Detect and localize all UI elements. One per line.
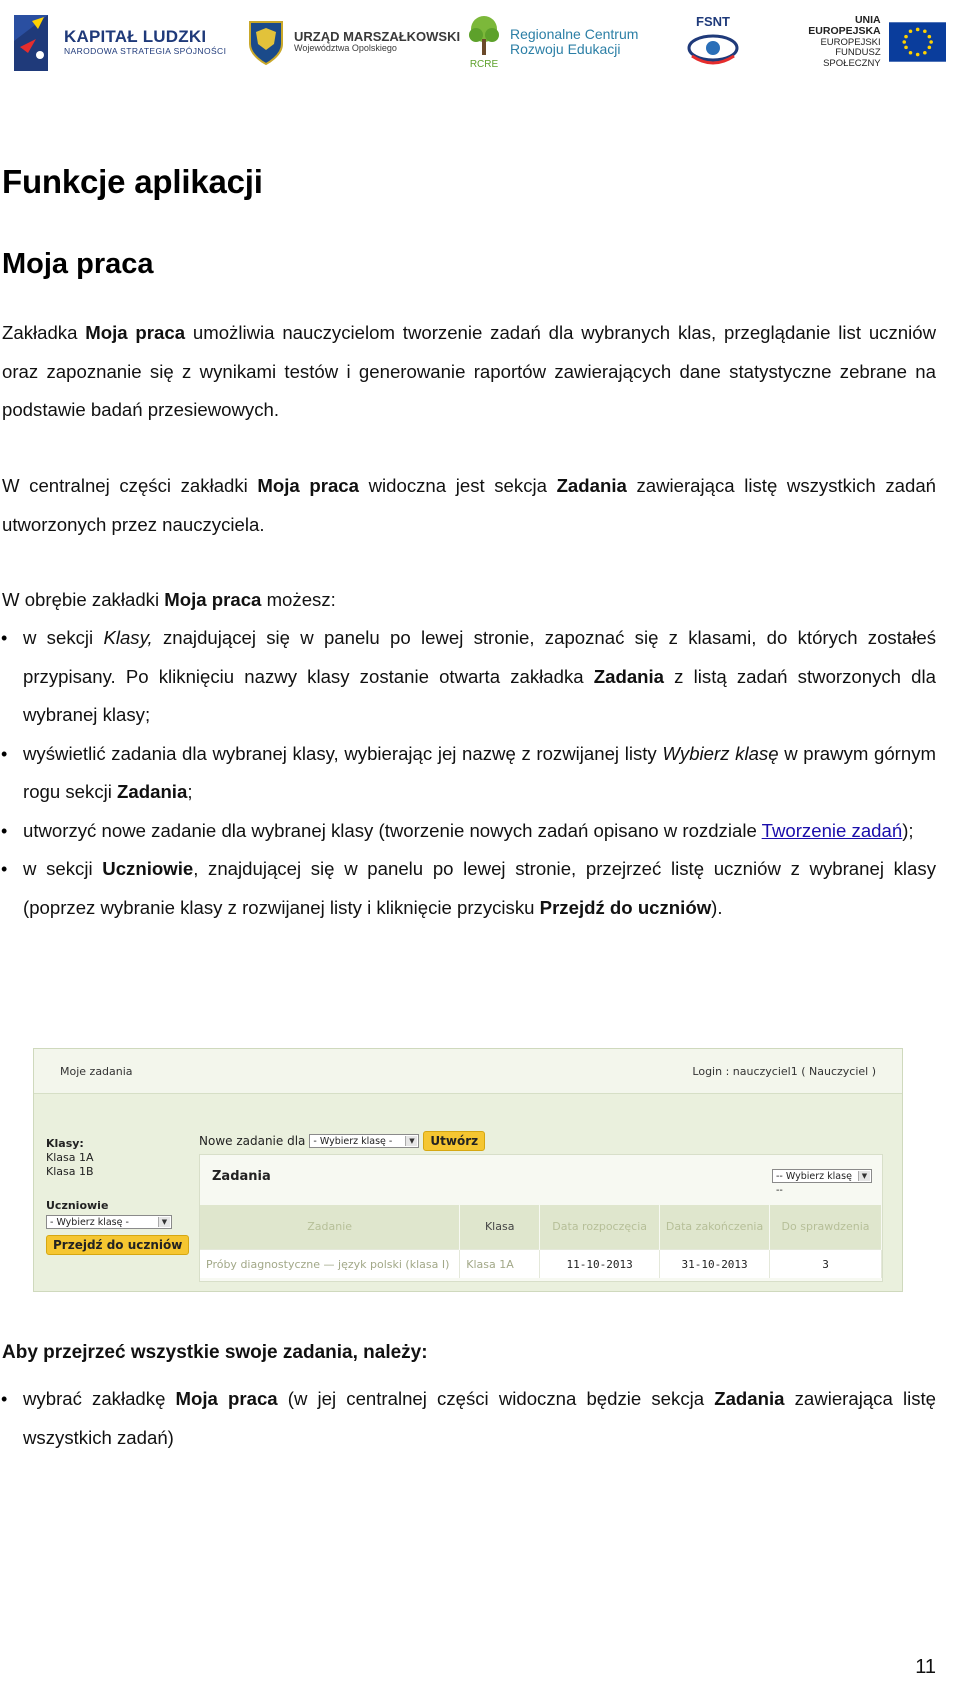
cell-data-zakonczenia: 31-10-2013 [660,1250,770,1279]
zadania-panel-title: Zadania [212,1169,271,1184]
filter-class-select[interactable]: -- Wybierz klasę -- ▼ [772,1169,872,1183]
list-item: • wyświetlić zadania dla wybranej klasy, wybierając jej nazwę z rozwijanej listy Wybierz klasę w prawym górnym rogu sekcji Zadania; [0,735,936,812]
klasy-label: Klasy: [46,1137,84,1150]
uczniowie-label: Uczniowie [46,1199,109,1212]
col-zadanie[interactable]: Zadanie [200,1205,460,1250]
howto-heading: Aby przejrzeć wszystkie swoje zadania, należy: [2,1342,428,1363]
new-task-bar [199,1131,485,1151]
table-row[interactable] [200,1250,882,1279]
app-screenshot [33,1048,903,1292]
tasks-table [200,1205,882,1278]
col-data-rozpoczecia[interactable]: Data rozpoczęcia [540,1205,660,1250]
sidebar-item-klasa-1a[interactable]: Klasa 1A [46,1151,94,1164]
rcre-logo [466,8,638,76]
new-task-label: Nowe zadanie dla [199,1134,306,1148]
rcre-line1: Regionalne Centrum [510,25,639,42]
page-number: 11 [915,1656,936,1678]
kapital-ludzki-emblem-icon [14,11,54,73]
paragraph-intro: Zakładka Moja praca umożliwia nauczycielom tworzenie zadań dla wybranych klas, przeglądanie list uczniów oraz zapoznanie się z wynikami testów i generowanie raportów zawierających dane statystyczne zebrane na podstawie badań przesiewowych. [2,322,937,420]
rcre-line2: Rozwoju Edukacji [510,41,621,57]
opolskie-coat-of-arms-icon [246,18,286,66]
tab-moje-zadania[interactable]: Moje zadania [60,1065,133,1078]
list-item: • utworzyć nowe zadanie dla wybranej klasy (tworzenie nowych zadań opisano w rozdziale Tworzenie zadań); [0,812,936,851]
kapital-ludzki-subtitle: NARODOWA STRATEGIA SPÓJNOŚCI [64,45,227,56]
urzad-subtitle: Województwa Opolskiego [294,43,397,54]
fsnt-logo [682,8,744,76]
cell-klasa: Klasa 1A [460,1250,540,1279]
rcre-short: RCRE [469,59,499,70]
cell-do-sprawdzenia: 3 [770,1250,882,1279]
urzad-marszalkowski-logo [246,8,460,76]
fsnt-eye-icon [682,12,744,72]
ue-line1: UNIA EUROPEJSKA [808,13,881,38]
list-item: • w sekcji Uczniowie, znajdującej się w panelu po lewej stronie, przejrzeć listę uczniów z wybranej klasy (poprzez wybranie klasy z rozwijanej listy i kliknięcie przycisku Przejdź do uczniów). [0,850,936,927]
eu-logo [786,8,946,76]
table-header-row [200,1205,882,1250]
eu-flag-icon [889,20,946,64]
col-do-sprawdzenia[interactable]: Do sprawdzenia [770,1205,882,1250]
capabilities-list [0,619,936,927]
section-title: Moja praca [2,248,154,280]
app-sidebar [46,1137,196,1255]
new-task-class-select[interactable]: - Wybierz klasę - ▼ [309,1134,419,1148]
logo-header [14,8,946,76]
kapital-ludzki-title: KAPITAŁ LUDZKI [64,26,207,46]
list-item: • wybrać zakładkę Moja praca (w jej centralnej części widoczna będzie sekcja Zadania zawierająca listę wszystkich zadań) [0,1380,936,1457]
tree-icon [466,13,502,71]
przejdz-do-uczniow-button[interactable]: Przejdź do uczniów [46,1235,189,1255]
login-info: Login : nauczyciel1 ( Nauczyciel ) [692,1065,876,1078]
chevron-down-icon: ▼ [858,1171,870,1181]
fsnt-short: FSNT [696,14,730,29]
ue-line3: FUNDUSZ SPOŁECZNY [823,47,881,69]
kapital-ludzki-logo [14,8,226,76]
zadania-panel [199,1154,883,1282]
paragraph-central-section: W centralnej części zakładki Moja praca widoczna jest sekcja Zadania zawierająca listę wszystkich zadań utworzonych przez nauczyciela. [2,475,937,535]
tworzenie-zadan-link[interactable]: Tworzenie zadań [761,819,903,841]
paragraph-capabilities-intro: W obrębie zakładki Moja praca możesz: [2,589,336,610]
chevron-down-icon: ▼ [158,1217,170,1227]
howto-list [0,1380,936,1457]
page-title: Funkcje aplikacji [2,163,263,200]
col-klasa[interactable]: Klasa [460,1205,540,1250]
sidebar-item-klasa-1b[interactable]: Klasa 1B [46,1165,94,1178]
cell-data-rozpoczecia: 11-10-2013 [540,1250,660,1279]
chevron-down-icon: ▼ [405,1136,417,1146]
utworz-button[interactable]: Utwórz [423,1131,485,1151]
list-item: • w sekcji Klasy, znajdującej się w panelu po lewej stronie, zapoznać się z klasami, do których zostałeś przypisany. Po kliknięciu nazwy klasy zostanie otwarta zakładka Zadania z listą zadań stworzonych dla wybranej klasy; [0,619,936,735]
cell-zadanie[interactable]: Próby diagnostyczne — język polski (klasa I) [200,1250,460,1279]
uczniowie-class-select[interactable]: - Wybierz klasę - ▼ [46,1215,172,1229]
ue-line2: EUROPEJSKI [820,36,881,48]
urzad-title: URZĄD MARSZAŁKOWSKI [294,28,461,44]
col-data-zakonczenia[interactable]: Data zakończenia [660,1205,770,1250]
app-header [34,1049,902,1094]
